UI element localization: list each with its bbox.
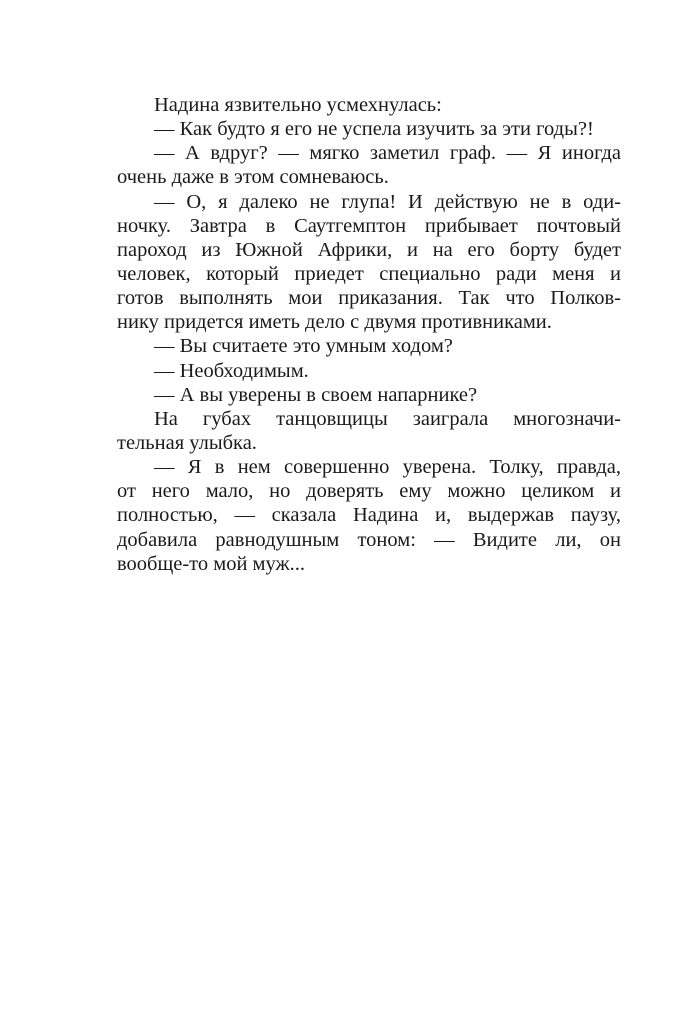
text-line: ночку. Завтра в Саутгемптон прибывает почтовый bbox=[117, 214, 621, 237]
text-line: нику придется иметь дело с двумя противниками. bbox=[117, 311, 552, 334]
text-line: тельная улыбка. bbox=[117, 431, 257, 454]
text-line: вообще-то мой муж... bbox=[117, 552, 306, 575]
text-line: полностью, — сказала Надина и, выдержав паузу, bbox=[117, 504, 621, 527]
text-line: очень даже в этом сомневаюсь. bbox=[117, 166, 389, 189]
body-text bbox=[117, 93, 621, 576]
text-line: На губах танцовщицы заиграла многозначи- bbox=[154, 407, 621, 430]
text-line: — Необходимым. bbox=[154, 359, 309, 382]
text-line: от него мало, но доверять ему можно целиком и bbox=[117, 480, 621, 503]
text-line: — О, я далеко не глупа! И действую не в оди- bbox=[154, 190, 621, 213]
text-line: человек, который приедет специально ради меня и bbox=[117, 262, 621, 285]
text-line: добавила равнодушным тоном: — Видите ли, он bbox=[117, 528, 621, 551]
text-line: пароход из Южной Африки, и на его борту будет bbox=[117, 238, 621, 261]
text-line: — Вы считаете это умным ходом? bbox=[154, 335, 453, 358]
text-line: — Как будто я его не успела изучить за эти годы?! bbox=[154, 118, 594, 141]
text-line: Надина язвительно усмехнулась: bbox=[154, 94, 442, 116]
text-line: — А вдруг? — мягко заметил граф. — Я иногда bbox=[154, 142, 621, 165]
text-line: — Я в нем совершенно уверена. Толку, правда, bbox=[154, 456, 621, 479]
text-line: — А вы уверены в своем напарнике? bbox=[154, 383, 478, 406]
text-line: готов выполнять мои приказания. Так что Полков- bbox=[117, 287, 621, 310]
